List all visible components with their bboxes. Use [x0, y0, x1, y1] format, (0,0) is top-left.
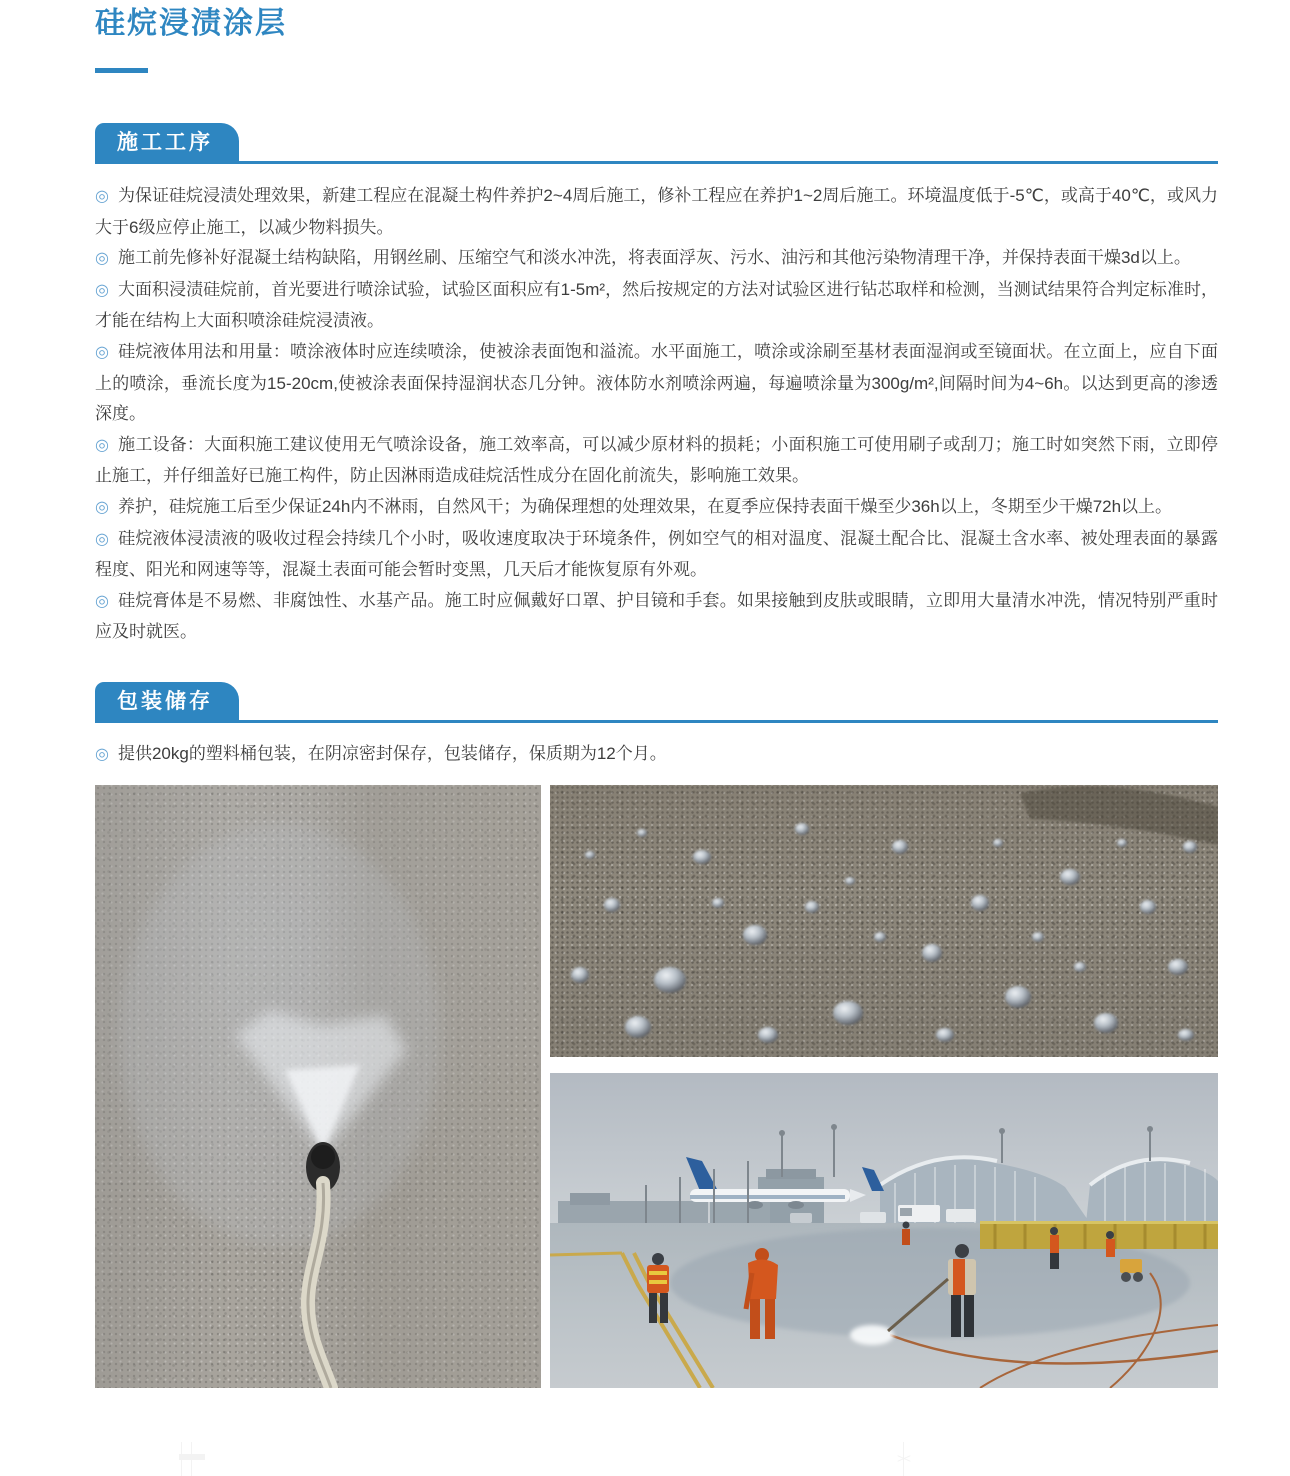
bullet-item	[95, 524, 1218, 586]
bullet-marker-icon: ◎	[95, 250, 109, 268]
page-title: 硅烷浸渍涂层	[95, 7, 287, 40]
photo-airport-spraying	[550, 1073, 1218, 1388]
faint-sketch-left	[175, 1442, 235, 1476]
section-tab-construction: 施工工序	[95, 123, 239, 161]
bullet-marker-icon: ◎	[95, 530, 110, 548]
photo-water-droplets	[550, 785, 1218, 1057]
bullet-item	[95, 243, 1218, 275]
droplets-illustration	[550, 785, 1218, 1057]
spray-nozzle-illustration	[95, 785, 541, 1388]
bullet-item	[95, 739, 1218, 771]
bullet-marker-icon: ◎	[95, 343, 110, 361]
bullet-text: 硅烷膏体是不易燃、非腐蚀性、水基产品。施工时应佩戴好口罩、护目镜和手套。如果接触到皮肤或眼睛，立即用大量清水冲洗，情况特别严重时应及时就医。	[95, 590, 1218, 642]
bullet-text: 施工前先修补好混凝土结构缺陷，用钢丝刷、压缩空气和淡水冲洗，将表面浮灰、污水、油污和其他污染物清理干净，并保持表面干燥3d以上。	[117, 248, 1191, 268]
packaging-bullet-list	[95, 739, 1218, 771]
bullet-text: 养护，硅烷施工后至少保证24h内不淋雨，自然风干；为确保理想的处理效果，在夏季应保持表面干燥至少36h以上，冬期至少干燥72h以上。	[117, 496, 1173, 516]
bullet-text: 为保证硅烷浸渍处理效果，新建工程应在混凝土构件养护2~4周后施工，修补工程应在养护1~2周后施工。环境温度低于-5℃，或高于40℃，或风力大于6级应停止施工，以减少物料损失。	[95, 186, 1218, 237]
photo-wall-spraying	[95, 785, 541, 1388]
bullet-text: 提供20kg的塑料桶包装，在阴凉密封保存，包装储存，保质期为12个月。	[117, 743, 667, 763]
bullet-item	[95, 430, 1218, 492]
bullet-item	[95, 181, 1218, 243]
section-tab-packaging: 包装储存	[95, 682, 239, 720]
title-divider	[95, 68, 148, 73]
construction-bullet-list	[95, 181, 1218, 648]
bullet-marker-icon: ◎	[95, 745, 109, 763]
bullet-marker-icon: ◎	[95, 436, 110, 454]
bullet-text: 硅烷液体浸渍液的吸收过程会持续几个小时，吸收速度取决于环境条件，例如空气的相对温度、混凝土配合比、混凝土含水率、被处理表面的暴露程度、阳光和网速等等，混凝土表面可能会暂时变黑，几天后才能恢复原有外观。	[95, 528, 1218, 580]
section-header-packaging	[95, 682, 1218, 723]
section-header-construction	[95, 123, 1218, 164]
bullet-marker-icon: ◎	[95, 592, 110, 610]
bullet-marker-icon: ◎	[95, 498, 109, 516]
bullet-marker-icon: ◎	[95, 281, 109, 299]
bullet-text: 施工设备：大面积施工建议使用无气喷涂设备，施工效率高，可以减少原材料的损耗；小面积施工可使用刷子或刮刀；施工时如突然下雨，立即停止施工，并仔细盖好已施工构件，防止因淋雨造成硅烷活性成分在固化前流失，影响施工效果。	[95, 434, 1218, 486]
bullet-item	[95, 337, 1218, 430]
airport-scene-illustration	[550, 1073, 1218, 1388]
photo-gallery	[95, 785, 1218, 1388]
bullet-text: 硅烷液体用法和用量：喷涂液体时应连续喷涂，使被涂表面饱和溢流。水平面施工，喷涂或涂刷至基材表面湿润或至镜面状。在立面上，应自下面上的喷涂，垂流长度为15-20cm,使被涂表面保持湿润状态几分钟。液体防水剂喷涂两遍，每遍喷涂量为300g/m²,间隔时间为4~6h。以达到更高的渗透深度。	[95, 341, 1218, 424]
bullet-text: 大面积浸渍硅烷前，首光要进行喷涂试验，试验区面积应有1-5m²，然后按规定的方法对试验区进行钻芯取样和检测，当测试结果符合判定标准时，才能在结构上大面积喷涂硅烷浸渍液。	[95, 279, 1219, 331]
bullet-item	[95, 275, 1218, 337]
faint-sketch-center	[885, 1442, 925, 1476]
bullet-marker-icon: ◎	[95, 188, 109, 205]
bullet-item	[95, 492, 1218, 524]
bullet-item	[95, 586, 1218, 648]
